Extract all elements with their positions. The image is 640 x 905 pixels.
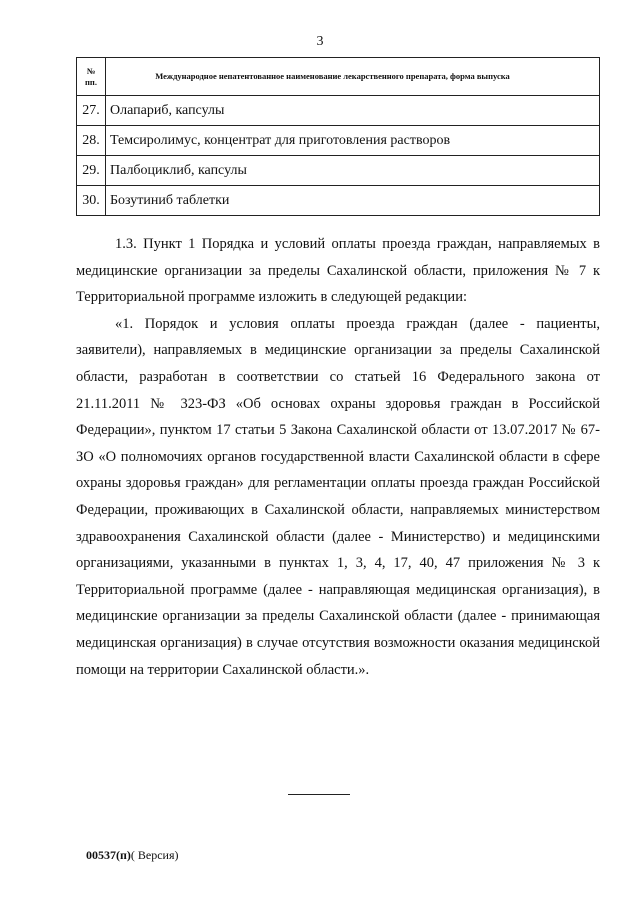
table-row: [77, 126, 600, 156]
row-drug-name: Темсиролимус, концентрат для приготовления растворов: [106, 126, 600, 156]
table-row: [77, 186, 600, 216]
table-header-row: [77, 58, 600, 96]
table-row: [77, 96, 600, 126]
row-drug-name: Олапариб, капсулы: [106, 96, 600, 126]
paragraph-amendment: 1.3. Пункт 1 Порядка и условий оплаты проезда граждан, направляемых в медицинские организации за пределы Сахалинской области, приложения № 7 к Территориальной программе изложить в следующей редакции:: [76, 236, 600, 306]
row-number: 30.: [77, 186, 106, 216]
row-number: 28.: [77, 126, 106, 156]
drug-table: [76, 57, 600, 216]
column-header-number: № пп.: [77, 58, 106, 96]
version-label: ( Версия): [130, 848, 179, 862]
paragraph-new-wording: «1. Порядок и условия оплаты проезда граждан (далее - пациенты, заявители), направляемых в медицинские организации за пределы Сахалинской области, разработан в соответствии со статьей 16 Федерального закона от 21.11.2011 № 323-ФЗ «Об основах охраны здоровья граждан в Российской Федерации», пунктом 17 статьи 5 Закона Сахалинской области от 13.07.2017 № 67-ЗО «О полномочиях органов государственной власти Сахалинской области в сфере охраны здоровья граждан» для регламентации оплаты проезда граждан Российской Федерации, проживающих в Сахалинской области, направляемых министерством здравоохранения Сахалинской области (далее - Министерство) и медицинскими организациями, указанными в пунктах 1, 3, 4, 17, 40, 47 приложения № 3 к Территориальной программе (далее - направляющая медицинская организация), в медицинские организации за пределы Сахалинской области (далее - принимающая медицинская организация) в случае отсутствия возможности оказания медицинской помощи на территории Сахалинской области.».: [76, 315, 600, 678]
document-code: 00537(п): [86, 848, 131, 862]
row-number: 27.: [77, 96, 106, 126]
row-number: 29.: [77, 156, 106, 186]
document-body: [76, 231, 600, 683]
footer: [86, 848, 179, 863]
table-row: [77, 156, 600, 186]
column-header-name: Международное непатентованное наименование лекарственного препарата, форма выпуска: [106, 58, 600, 96]
row-drug-name: Палбоциклиб, капсулы: [106, 156, 600, 186]
page-number: 3: [316, 34, 324, 49]
row-drug-name: Бозутиниб таблетки: [106, 186, 600, 216]
separator-line: [288, 794, 350, 795]
